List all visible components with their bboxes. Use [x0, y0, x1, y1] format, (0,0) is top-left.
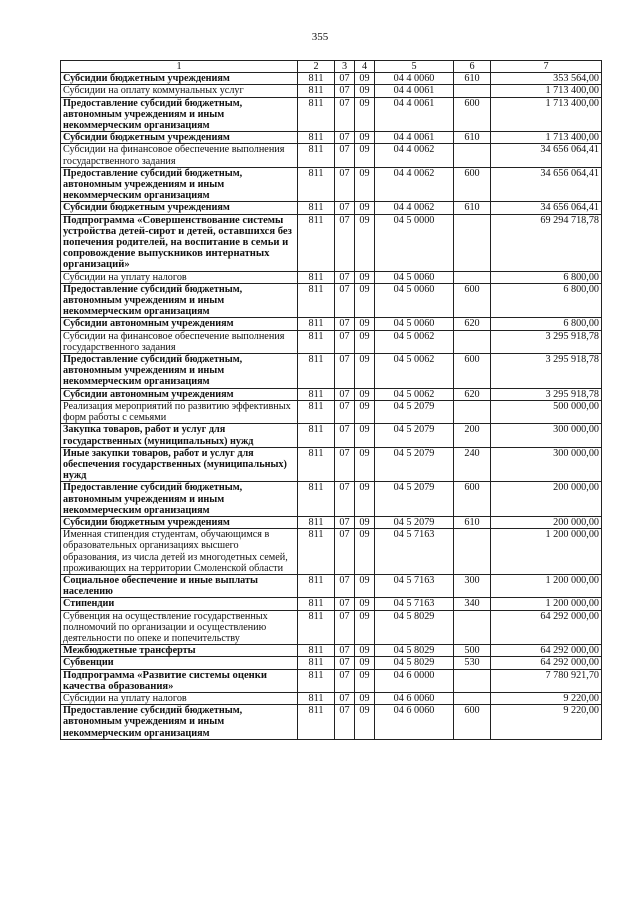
row-name-cell: Субсидии бюджетным учреждениям: [61, 202, 298, 214]
table-row: [61, 202, 602, 214]
section-code-cell: 07: [335, 318, 355, 330]
subsection-code-cell: 09: [355, 97, 375, 132]
table-row: [61, 214, 602, 271]
target-article-cell: 04 5 2079: [375, 447, 454, 482]
table-row: [61, 167, 602, 202]
ministry-code-cell: 811: [298, 657, 335, 669]
table-row: [61, 97, 602, 132]
expense-type-cell: [454, 529, 491, 575]
expense-type-cell: 600: [454, 354, 491, 389]
target-article-cell: 04 5 7163: [375, 598, 454, 610]
target-article-cell: 04 5 0062: [375, 330, 454, 353]
section-code-cell: 07: [335, 447, 355, 482]
amount-cell: 6 800,00: [491, 318, 602, 330]
amount-cell: 1 200 000,00: [491, 574, 602, 597]
section-code-cell: 07: [335, 167, 355, 202]
amount-cell: 1 200 000,00: [491, 529, 602, 575]
target-article-cell: 04 5 0060: [375, 271, 454, 283]
amount-cell: 3 295 918,78: [491, 330, 602, 353]
subsection-code-cell: 09: [355, 202, 375, 214]
subsection-code-cell: 09: [355, 283, 375, 318]
row-name-cell: Субсидии бюджетным учреждениям: [61, 516, 298, 528]
target-article-cell: 04 6 0060: [375, 705, 454, 740]
subsection-code-cell: 09: [355, 645, 375, 657]
subsection-code-cell: 09: [355, 85, 375, 97]
ministry-code-cell: 811: [298, 283, 335, 318]
target-article-cell: 04 4 0060: [375, 73, 454, 85]
row-name-cell: Предоставление субсидий бюджетным, автономным учреждениям и иным некоммерческим организациям: [61, 354, 298, 389]
section-code-cell: 07: [335, 85, 355, 97]
target-article-cell: 04 5 0060: [375, 283, 454, 318]
table-body: [61, 73, 602, 740]
row-name-cell: Субсидии бюджетным учреждениям: [61, 132, 298, 144]
row-name-cell: Предоставление субсидий бюджетным, автономным учреждениям и иным некоммерческим организациям: [61, 705, 298, 740]
subsection-code-cell: 09: [355, 400, 375, 423]
target-article-cell: 04 4 0061: [375, 85, 454, 97]
expense-type-cell: 610: [454, 132, 491, 144]
ministry-code-cell: 811: [298, 388, 335, 400]
section-code-cell: 07: [335, 424, 355, 447]
section-code-cell: 07: [335, 529, 355, 575]
table-row: [61, 424, 602, 447]
target-article-cell: 04 5 8029: [375, 657, 454, 669]
ministry-code-cell: 811: [298, 167, 335, 202]
target-article-cell: 04 5 2079: [375, 482, 454, 517]
expense-type-cell: 340: [454, 598, 491, 610]
table-row: [61, 354, 602, 389]
amount-cell: 9 220,00: [491, 705, 602, 740]
ministry-code-cell: 811: [298, 132, 335, 144]
row-name-cell: Закупка товаров, работ и услуг для государственных (муниципальных) нужд: [61, 424, 298, 447]
amount-cell: 64 292 000,00: [491, 645, 602, 657]
expense-type-cell: 620: [454, 318, 491, 330]
section-code-cell: 07: [335, 97, 355, 132]
amount-cell: 200 000,00: [491, 482, 602, 517]
subsection-code-cell: 09: [355, 271, 375, 283]
target-article-cell: 04 4 0061: [375, 97, 454, 132]
column-header: 2: [298, 61, 335, 73]
subsection-code-cell: 09: [355, 73, 375, 85]
section-code-cell: 07: [335, 482, 355, 517]
table-row: [61, 330, 602, 353]
section-code-cell: 07: [335, 73, 355, 85]
row-name-cell: Межбюджетные трансферты: [61, 645, 298, 657]
section-code-cell: 07: [335, 283, 355, 318]
target-article-cell: 04 6 0000: [375, 669, 454, 692]
subsection-code-cell: 09: [355, 598, 375, 610]
target-article-cell: 04 4 0062: [375, 202, 454, 214]
subsection-code-cell: 09: [355, 424, 375, 447]
ministry-code-cell: 811: [298, 610, 335, 645]
section-code-cell: 07: [335, 657, 355, 669]
subsection-code-cell: 09: [355, 610, 375, 645]
ministry-code-cell: 811: [298, 97, 335, 132]
row-name-cell: Предоставление субсидий бюджетным, автономным учреждениям и иным некоммерческим организациям: [61, 482, 298, 517]
expense-type-cell: [454, 610, 491, 645]
table-row: [61, 529, 602, 575]
subsection-code-cell: 09: [355, 705, 375, 740]
ministry-code-cell: 811: [298, 692, 335, 704]
expense-type-cell: [454, 144, 491, 167]
column-header: 4: [355, 61, 375, 73]
table-row: [61, 73, 602, 85]
table-row: [61, 447, 602, 482]
subsection-code-cell: 09: [355, 388, 375, 400]
ministry-code-cell: 811: [298, 516, 335, 528]
amount-cell: 1 200 000,00: [491, 598, 602, 610]
table-row: [61, 598, 602, 610]
ministry-code-cell: 811: [298, 330, 335, 353]
ministry-code-cell: 811: [298, 645, 335, 657]
row-name-cell: Субвенция на осуществление государственных полномочий по организации и осуществлению деятельности по опеке и попечительству: [61, 610, 298, 645]
ministry-code-cell: 811: [298, 424, 335, 447]
amount-cell: 34 656 064,41: [491, 202, 602, 214]
ministry-code-cell: 811: [298, 271, 335, 283]
table-row: [61, 516, 602, 528]
row-name-cell: Реализация мероприятий по развитию эффективных форм работы с семьями: [61, 400, 298, 423]
target-article-cell: 04 5 0062: [375, 354, 454, 389]
target-article-cell: 04 5 7163: [375, 529, 454, 575]
amount-cell: 6 800,00: [491, 271, 602, 283]
section-code-cell: 07: [335, 610, 355, 645]
subsection-code-cell: 09: [355, 657, 375, 669]
ministry-code-cell: 811: [298, 202, 335, 214]
row-name-cell: Именная стипендия студентам, обучающимся в образовательных организациях высшего образования, из числа детей из многодетных семей, проживающих на территории Смоленской области: [61, 529, 298, 575]
table-row: [61, 283, 602, 318]
row-name-cell: Предоставление субсидий бюджетным, автономным учреждениям и иным некоммерческим организациям: [61, 283, 298, 318]
expense-type-cell: 610: [454, 73, 491, 85]
target-article-cell: 04 5 0000: [375, 214, 454, 271]
amount-cell: 1 713 400,00: [491, 85, 602, 97]
row-name-cell: Субсидии на уплату налогов: [61, 692, 298, 704]
row-name-cell: Субсидии на финансовое обеспечение выполнения государственного задания: [61, 144, 298, 167]
expense-type-cell: [454, 214, 491, 271]
amount-cell: 9 220,00: [491, 692, 602, 704]
section-code-cell: 07: [335, 692, 355, 704]
expense-type-cell: 600: [454, 705, 491, 740]
row-name-cell: Субсидии автономным учреждениям: [61, 388, 298, 400]
row-name-cell: Субсидии на уплату налогов: [61, 271, 298, 283]
table-row: [61, 574, 602, 597]
ministry-code-cell: 811: [298, 85, 335, 97]
row-name-cell: Иные закупки товаров, работ и услуг для обеспечения государственных (муниципальных) нужд: [61, 447, 298, 482]
budget-table: [60, 60, 602, 740]
subsection-code-cell: 09: [355, 574, 375, 597]
subsection-code-cell: 09: [355, 447, 375, 482]
ministry-code-cell: 811: [298, 214, 335, 271]
ministry-code-cell: 811: [298, 400, 335, 423]
column-header: 5: [375, 61, 454, 73]
column-header: 6: [454, 61, 491, 73]
section-code-cell: 07: [335, 669, 355, 692]
table-row: [61, 645, 602, 657]
amount-cell: 300 000,00: [491, 447, 602, 482]
target-article-cell: 04 5 8029: [375, 645, 454, 657]
column-header: 1: [61, 61, 298, 73]
expense-type-cell: 600: [454, 97, 491, 132]
section-code-cell: 07: [335, 214, 355, 271]
expense-type-cell: 600: [454, 167, 491, 202]
column-header: 7: [491, 61, 602, 73]
section-code-cell: 07: [335, 144, 355, 167]
ministry-code-cell: 811: [298, 318, 335, 330]
table-row: [61, 692, 602, 704]
row-name-cell: Подпрограмма «Развитие системы оценки качества образования»: [61, 669, 298, 692]
amount-cell: 353 564,00: [491, 73, 602, 85]
amount-cell: 300 000,00: [491, 424, 602, 447]
row-name-cell: Субсидии автономным учреждениям: [61, 318, 298, 330]
table-row: [61, 669, 602, 692]
row-name-cell: Субсидии на оплату коммунальных услуг: [61, 85, 298, 97]
table-row: [61, 271, 602, 283]
expense-type-cell: 530: [454, 657, 491, 669]
subsection-code-cell: 09: [355, 354, 375, 389]
amount-cell: 3 295 918,78: [491, 388, 602, 400]
row-name-cell: Подпрограмма «Совершенствование системы устройства детей-сирот и детей, оставшихся без попечения родителей, на воспитание в семьи и сопровождение выпускников интернатных организаций»: [61, 214, 298, 271]
subsection-code-cell: 09: [355, 167, 375, 202]
section-code-cell: 07: [335, 330, 355, 353]
target-article-cell: 04 4 0062: [375, 144, 454, 167]
section-code-cell: 07: [335, 132, 355, 144]
table-row: [61, 144, 602, 167]
section-code-cell: 07: [335, 598, 355, 610]
amount-cell: 500 000,00: [491, 400, 602, 423]
row-name-cell: Субсидии на финансовое обеспечение выполнения государственного задания: [61, 330, 298, 353]
expense-type-cell: 240: [454, 447, 491, 482]
column-header: 3: [335, 61, 355, 73]
ministry-code-cell: 811: [298, 529, 335, 575]
ministry-code-cell: 811: [298, 73, 335, 85]
subsection-code-cell: 09: [355, 692, 375, 704]
expense-type-cell: [454, 400, 491, 423]
section-code-cell: 07: [335, 400, 355, 423]
section-code-cell: 07: [335, 202, 355, 214]
subsection-code-cell: 09: [355, 132, 375, 144]
subsection-code-cell: 09: [355, 529, 375, 575]
table-row: [61, 85, 602, 97]
target-article-cell: 04 5 0060: [375, 318, 454, 330]
table-row: [61, 388, 602, 400]
ministry-code-cell: 811: [298, 447, 335, 482]
amount-cell: 3 295 918,78: [491, 354, 602, 389]
table-row: [61, 318, 602, 330]
table-row: [61, 657, 602, 669]
target-article-cell: 04 5 2079: [375, 424, 454, 447]
target-article-cell: 04 4 0061: [375, 132, 454, 144]
target-article-cell: 04 5 8029: [375, 610, 454, 645]
expense-type-cell: 610: [454, 202, 491, 214]
target-article-cell: 04 4 0062: [375, 167, 454, 202]
amount-cell: 69 294 718,78: [491, 214, 602, 271]
section-code-cell: 07: [335, 645, 355, 657]
ministry-code-cell: 811: [298, 482, 335, 517]
ministry-code-cell: 811: [298, 574, 335, 597]
subsection-code-cell: 09: [355, 482, 375, 517]
amount-cell: 1 713 400,00: [491, 132, 602, 144]
subsection-code-cell: 09: [355, 330, 375, 353]
expense-type-cell: 300: [454, 574, 491, 597]
subsection-code-cell: 09: [355, 516, 375, 528]
expense-type-cell: [454, 692, 491, 704]
amount-cell: 64 292 000,00: [491, 657, 602, 669]
row-name-cell: Стипендии: [61, 598, 298, 610]
table-row: [61, 610, 602, 645]
subsection-code-cell: 09: [355, 214, 375, 271]
table-row: [61, 482, 602, 517]
page-number: 355: [311, 31, 329, 43]
row-name-cell: Субсидии бюджетным учреждениям: [61, 73, 298, 85]
expense-type-cell: 620: [454, 388, 491, 400]
expense-type-cell: 500: [454, 645, 491, 657]
target-article-cell: 04 5 0062: [375, 388, 454, 400]
section-code-cell: 07: [335, 705, 355, 740]
section-code-cell: 07: [335, 271, 355, 283]
table-row: [61, 400, 602, 423]
subsection-code-cell: 09: [355, 318, 375, 330]
amount-cell: 34 656 064,41: [491, 167, 602, 202]
target-article-cell: 04 5 7163: [375, 574, 454, 597]
expense-type-cell: [454, 271, 491, 283]
expense-type-cell: 610: [454, 516, 491, 528]
section-code-cell: 07: [335, 574, 355, 597]
section-code-cell: 07: [335, 516, 355, 528]
expense-type-cell: 600: [454, 283, 491, 318]
expense-type-cell: [454, 330, 491, 353]
amount-cell: 6 800,00: [491, 283, 602, 318]
ministry-code-cell: 811: [298, 705, 335, 740]
expense-type-cell: [454, 669, 491, 692]
section-code-cell: 07: [335, 354, 355, 389]
expense-type-cell: [454, 85, 491, 97]
row-name-cell: Предоставление субсидий бюджетным, автономным учреждениям и иным некоммерческим организациям: [61, 97, 298, 132]
section-code-cell: 07: [335, 388, 355, 400]
table-row: [61, 132, 602, 144]
amount-cell: 64 292 000,00: [491, 610, 602, 645]
amount-cell: 200 000,00: [491, 516, 602, 528]
row-name-cell: Предоставление субсидий бюджетным, автономным учреждениям и иным некоммерческим организациям: [61, 167, 298, 202]
ministry-code-cell: 811: [298, 354, 335, 389]
target-article-cell: 04 5 2079: [375, 400, 454, 423]
ministry-code-cell: 811: [298, 669, 335, 692]
target-article-cell: 04 5 2079: [375, 516, 454, 528]
table-row: [61, 705, 602, 740]
subsection-code-cell: 09: [355, 669, 375, 692]
ministry-code-cell: 811: [298, 144, 335, 167]
expense-type-cell: 600: [454, 482, 491, 517]
row-name-cell: Социальное обеспечение и иные выплаты населению: [61, 574, 298, 597]
target-article-cell: 04 6 0060: [375, 692, 454, 704]
amount-cell: 1 713 400,00: [491, 97, 602, 132]
amount-cell: 7 780 921,70: [491, 669, 602, 692]
column-numbers-row: [61, 61, 602, 73]
ministry-code-cell: 811: [298, 598, 335, 610]
expense-type-cell: 200: [454, 424, 491, 447]
subsection-code-cell: 09: [355, 144, 375, 167]
amount-cell: 34 656 064,41: [491, 144, 602, 167]
row-name-cell: Субвенции: [61, 657, 298, 669]
